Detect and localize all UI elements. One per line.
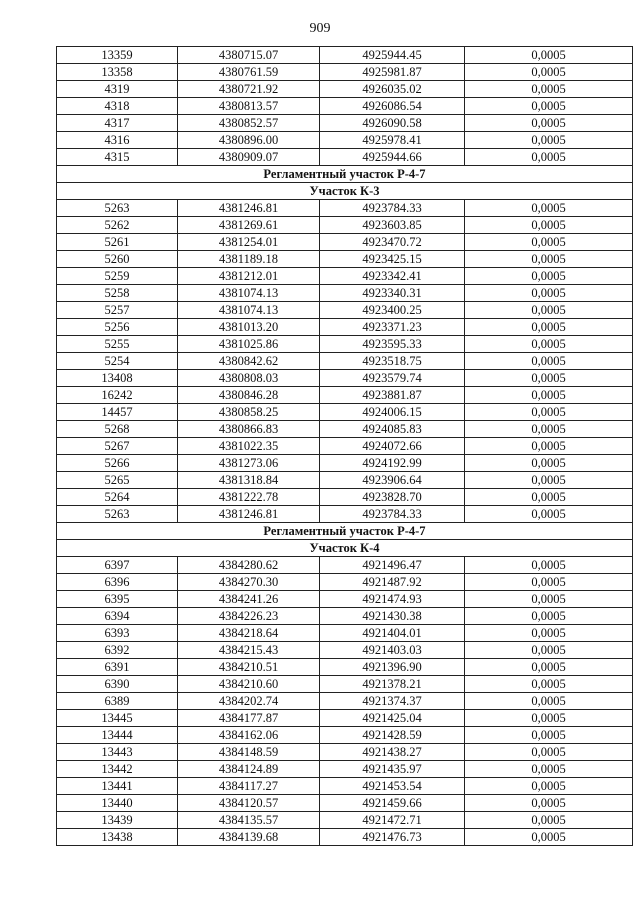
table-row: [57, 778, 633, 795]
accuracy-cell: 0,0005: [465, 64, 633, 81]
x-coordinate-cell: 4380866.83: [178, 421, 320, 438]
accuracy-cell: 0,0005: [465, 744, 633, 761]
x-coordinate-cell: 4381318.84: [178, 472, 320, 489]
y-coordinate-cell: 4921453.54: [320, 778, 465, 795]
x-coordinate-cell: 4380761.59: [178, 64, 320, 81]
point-number-cell: 5257: [57, 302, 178, 319]
accuracy-cell: 0,0005: [465, 727, 633, 744]
point-number-cell: 5263: [57, 200, 178, 217]
table-row: [57, 404, 633, 421]
point-number-cell: 13359: [57, 47, 178, 64]
table-row: [57, 115, 633, 132]
y-coordinate-cell: 4923342.41: [320, 268, 465, 285]
y-coordinate-cell: 4921474.93: [320, 591, 465, 608]
y-coordinate-cell: 4921404.01: [320, 625, 465, 642]
x-coordinate-cell: 4380846.28: [178, 387, 320, 404]
table-row: [57, 744, 633, 761]
y-coordinate-cell: 4921435.97: [320, 761, 465, 778]
point-number-cell: 6394: [57, 608, 178, 625]
y-coordinate-cell: 4921374.37: [320, 693, 465, 710]
y-coordinate-cell: 4923371.23: [320, 319, 465, 336]
x-coordinate-cell: 4381212.01: [178, 268, 320, 285]
table-row: [57, 659, 633, 676]
point-number-cell: 5266: [57, 455, 178, 472]
point-number-cell: 13445: [57, 710, 178, 727]
accuracy-cell: 0,0005: [465, 438, 633, 455]
point-number-cell: 4318: [57, 98, 178, 115]
x-coordinate-cell: 4380896.00: [178, 132, 320, 149]
y-coordinate-cell: 4926086.54: [320, 98, 465, 115]
accuracy-cell: 0,0005: [465, 285, 633, 302]
x-coordinate-cell: 4384135.57: [178, 812, 320, 829]
point-number-cell: 13441: [57, 778, 178, 795]
accuracy-cell: 0,0005: [465, 200, 633, 217]
point-number-cell: 6391: [57, 659, 178, 676]
table-row: [57, 574, 633, 591]
table-row: [57, 285, 633, 302]
table-row: [57, 642, 633, 659]
table-row: [57, 234, 633, 251]
accuracy-cell: 0,0005: [465, 234, 633, 251]
point-number-cell: 16242: [57, 387, 178, 404]
point-number-cell: 4315: [57, 149, 178, 166]
accuracy-cell: 0,0005: [465, 149, 633, 166]
table-row: [57, 455, 633, 472]
x-coordinate-cell: 4380909.07: [178, 149, 320, 166]
accuracy-cell: 0,0005: [465, 217, 633, 234]
accuracy-cell: 0,0005: [465, 676, 633, 693]
page-number: 909: [309, 21, 331, 36]
table-row: [57, 47, 633, 64]
coordinates-table-body: [57, 47, 633, 846]
y-coordinate-cell: 4921496.47: [320, 557, 465, 574]
point-number-cell: 5261: [57, 234, 178, 251]
point-number-cell: 13444: [57, 727, 178, 744]
point-number-cell: 5268: [57, 421, 178, 438]
table-row: [57, 98, 633, 115]
point-number-cell: 5256: [57, 319, 178, 336]
table-row: [57, 472, 633, 489]
x-coordinate-cell: 4384139.68: [178, 829, 320, 846]
x-coordinate-cell: 4380858.25: [178, 404, 320, 421]
table-row: [57, 506, 633, 523]
accuracy-cell: 0,0005: [465, 353, 633, 370]
x-coordinate-cell: 4380852.57: [178, 115, 320, 132]
y-coordinate-cell: 4921487.92: [320, 574, 465, 591]
table-row: [57, 421, 633, 438]
x-coordinate-cell: 4381025.86: [178, 336, 320, 353]
table-row: [57, 64, 633, 81]
accuracy-cell: 0,0005: [465, 387, 633, 404]
y-coordinate-cell: 4921472.71: [320, 812, 465, 829]
table-row: [57, 829, 633, 846]
section-header-row: [57, 166, 633, 183]
section-header-cell: Регламентный участок Р-4-7: [57, 523, 633, 540]
accuracy-cell: 0,0005: [465, 268, 633, 285]
table-row: [57, 693, 633, 710]
y-coordinate-cell: 4923470.72: [320, 234, 465, 251]
x-coordinate-cell: 4384210.51: [178, 659, 320, 676]
accuracy-cell: 0,0005: [465, 642, 633, 659]
x-coordinate-cell: 4381013.20: [178, 319, 320, 336]
y-coordinate-cell: 4925981.87: [320, 64, 465, 81]
point-number-cell: 6396: [57, 574, 178, 591]
accuracy-cell: 0,0005: [465, 625, 633, 642]
table-row: [57, 353, 633, 370]
point-number-cell: 5267: [57, 438, 178, 455]
y-coordinate-cell: 4923579.74: [320, 370, 465, 387]
accuracy-cell: 0,0005: [465, 115, 633, 132]
y-coordinate-cell: 4923595.33: [320, 336, 465, 353]
point-number-cell: 5262: [57, 217, 178, 234]
table-row: [57, 710, 633, 727]
x-coordinate-cell: 4384117.27: [178, 778, 320, 795]
x-coordinate-cell: 4384241.26: [178, 591, 320, 608]
point-number-cell: 6389: [57, 693, 178, 710]
point-number-cell: 4316: [57, 132, 178, 149]
table-row: [57, 676, 633, 693]
accuracy-cell: 0,0005: [465, 693, 633, 710]
table-row: [57, 438, 633, 455]
x-coordinate-cell: 4381074.13: [178, 285, 320, 302]
section-header-row: [57, 540, 633, 557]
table-row: [57, 557, 633, 574]
x-coordinate-cell: 4384270.30: [178, 574, 320, 591]
y-coordinate-cell: 4923828.70: [320, 489, 465, 506]
point-number-cell: 5259: [57, 268, 178, 285]
y-coordinate-cell: 4924192.99: [320, 455, 465, 472]
point-number-cell: 4317: [57, 115, 178, 132]
accuracy-cell: 0,0005: [465, 659, 633, 676]
x-coordinate-cell: 4381074.13: [178, 302, 320, 319]
coordinates-table: [56, 46, 633, 846]
section-header-cell: Участок К-3: [57, 183, 633, 200]
y-coordinate-cell: 4926035.02: [320, 81, 465, 98]
y-coordinate-cell: 4925944.66: [320, 149, 465, 166]
x-coordinate-cell: 4384177.87: [178, 710, 320, 727]
y-coordinate-cell: 4924072.66: [320, 438, 465, 455]
point-number-cell: 4319: [57, 81, 178, 98]
y-coordinate-cell: 4923784.33: [320, 506, 465, 523]
point-number-cell: 5260: [57, 251, 178, 268]
table-row: [57, 319, 633, 336]
point-number-cell: 6392: [57, 642, 178, 659]
table-row: [57, 608, 633, 625]
accuracy-cell: 0,0005: [465, 489, 633, 506]
y-coordinate-cell: 4923603.85: [320, 217, 465, 234]
point-number-cell: 13358: [57, 64, 178, 81]
point-number-cell: 13438: [57, 829, 178, 846]
accuracy-cell: 0,0005: [465, 455, 633, 472]
table-row: [57, 795, 633, 812]
accuracy-cell: 0,0005: [465, 812, 633, 829]
y-coordinate-cell: 4921476.73: [320, 829, 465, 846]
y-coordinate-cell: 4923425.15: [320, 251, 465, 268]
point-number-cell: 13443: [57, 744, 178, 761]
accuracy-cell: 0,0005: [465, 608, 633, 625]
table-row: [57, 591, 633, 608]
section-header-row: [57, 523, 633, 540]
x-coordinate-cell: 4381246.81: [178, 200, 320, 217]
x-coordinate-cell: 4381022.35: [178, 438, 320, 455]
x-coordinate-cell: 4381273.06: [178, 455, 320, 472]
accuracy-cell: 0,0005: [465, 251, 633, 268]
y-coordinate-cell: 4921425.04: [320, 710, 465, 727]
y-coordinate-cell: 4921396.90: [320, 659, 465, 676]
point-number-cell: 6395: [57, 591, 178, 608]
x-coordinate-cell: 4380808.03: [178, 370, 320, 387]
y-coordinate-cell: 4923906.64: [320, 472, 465, 489]
x-coordinate-cell: 4381189.18: [178, 251, 320, 268]
accuracy-cell: 0,0005: [465, 761, 633, 778]
table-row: [57, 387, 633, 404]
accuracy-cell: 0,0005: [465, 302, 633, 319]
table-row: [57, 761, 633, 778]
accuracy-cell: 0,0005: [465, 557, 633, 574]
table-row: [57, 625, 633, 642]
point-number-cell: 13440: [57, 795, 178, 812]
table-row: [57, 251, 633, 268]
y-coordinate-cell: 4923518.75: [320, 353, 465, 370]
x-coordinate-cell: 4384210.60: [178, 676, 320, 693]
x-coordinate-cell: 4384215.43: [178, 642, 320, 659]
table-row: [57, 370, 633, 387]
y-coordinate-cell: 4923400.25: [320, 302, 465, 319]
table-row: [57, 302, 633, 319]
accuracy-cell: 0,0005: [465, 778, 633, 795]
point-number-cell: 13408: [57, 370, 178, 387]
section-header-cell: Регламентный участок Р-4-7: [57, 166, 633, 183]
point-number-cell: 5265: [57, 472, 178, 489]
y-coordinate-cell: 4923881.87: [320, 387, 465, 404]
table-row: [57, 489, 633, 506]
y-coordinate-cell: 4921428.59: [320, 727, 465, 744]
table-row: [57, 81, 633, 98]
table-row: [57, 132, 633, 149]
table-row: [57, 336, 633, 353]
point-number-cell: 13442: [57, 761, 178, 778]
x-coordinate-cell: 4381269.61: [178, 217, 320, 234]
point-number-cell: 6397: [57, 557, 178, 574]
accuracy-cell: 0,0005: [465, 710, 633, 727]
y-coordinate-cell: 4921378.21: [320, 676, 465, 693]
x-coordinate-cell: 4381246.81: [178, 506, 320, 523]
x-coordinate-cell: 4384202.74: [178, 693, 320, 710]
x-coordinate-cell: 4384226.23: [178, 608, 320, 625]
y-coordinate-cell: 4923784.33: [320, 200, 465, 217]
accuracy-cell: 0,0005: [465, 795, 633, 812]
accuracy-cell: 0,0005: [465, 370, 633, 387]
x-coordinate-cell: 4380842.62: [178, 353, 320, 370]
x-coordinate-cell: 4384280.62: [178, 557, 320, 574]
accuracy-cell: 0,0005: [465, 132, 633, 149]
x-coordinate-cell: 4381222.78: [178, 489, 320, 506]
point-number-cell: 5258: [57, 285, 178, 302]
y-coordinate-cell: 4925978.41: [320, 132, 465, 149]
x-coordinate-cell: 4381254.01: [178, 234, 320, 251]
accuracy-cell: 0,0005: [465, 574, 633, 591]
point-number-cell: 5255: [57, 336, 178, 353]
table-row: [57, 268, 633, 285]
section-header-row: [57, 183, 633, 200]
table-row: [57, 149, 633, 166]
table-row: [57, 217, 633, 234]
accuracy-cell: 0,0005: [465, 404, 633, 421]
y-coordinate-cell: 4921438.27: [320, 744, 465, 761]
x-coordinate-cell: 4384124.89: [178, 761, 320, 778]
y-coordinate-cell: 4921430.38: [320, 608, 465, 625]
accuracy-cell: 0,0005: [465, 336, 633, 353]
x-coordinate-cell: 4380813.57: [178, 98, 320, 115]
point-number-cell: 5264: [57, 489, 178, 506]
accuracy-cell: 0,0005: [465, 98, 633, 115]
point-number-cell: 5254: [57, 353, 178, 370]
y-coordinate-cell: 4926090.58: [320, 115, 465, 132]
point-number-cell: 6393: [57, 625, 178, 642]
y-coordinate-cell: 4924085.83: [320, 421, 465, 438]
accuracy-cell: 0,0005: [465, 506, 633, 523]
y-coordinate-cell: 4923340.31: [320, 285, 465, 302]
accuracy-cell: 0,0005: [465, 47, 633, 64]
point-number-cell: 14457: [57, 404, 178, 421]
accuracy-cell: 0,0005: [465, 319, 633, 336]
x-coordinate-cell: 4384120.57: [178, 795, 320, 812]
accuracy-cell: 0,0005: [465, 829, 633, 846]
accuracy-cell: 0,0005: [465, 421, 633, 438]
y-coordinate-cell: 4921403.03: [320, 642, 465, 659]
x-coordinate-cell: 4384162.06: [178, 727, 320, 744]
x-coordinate-cell: 4384148.59: [178, 744, 320, 761]
x-coordinate-cell: 4380721.92: [178, 81, 320, 98]
x-coordinate-cell: 4380715.07: [178, 47, 320, 64]
x-coordinate-cell: 4384218.64: [178, 625, 320, 642]
y-coordinate-cell: 4921459.66: [320, 795, 465, 812]
point-number-cell: 5263: [57, 506, 178, 523]
y-coordinate-cell: 4924006.15: [320, 404, 465, 421]
point-number-cell: 13439: [57, 812, 178, 829]
table-row: [57, 812, 633, 829]
section-header-cell: Участок К-4: [57, 540, 633, 557]
accuracy-cell: 0,0005: [465, 472, 633, 489]
y-coordinate-cell: 4925944.45: [320, 47, 465, 64]
table-row: [57, 727, 633, 744]
accuracy-cell: 0,0005: [465, 591, 633, 608]
point-number-cell: 6390: [57, 676, 178, 693]
table-row: [57, 200, 633, 217]
accuracy-cell: 0,0005: [465, 81, 633, 98]
